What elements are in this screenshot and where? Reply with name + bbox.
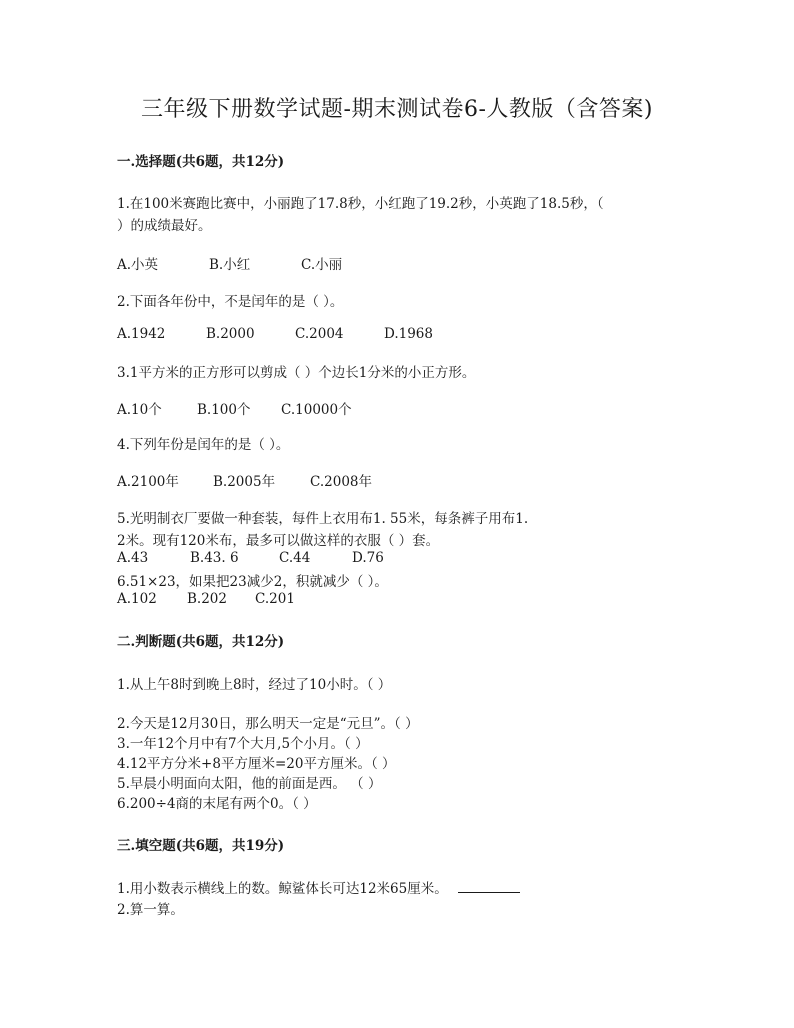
option-a: A.小英 bbox=[117, 257, 159, 273]
answer-blank-line bbox=[458, 880, 520, 893]
section-heading-choice: 一.选择题(共6题，共12分) bbox=[117, 154, 285, 170]
option-c: C.201 bbox=[255, 591, 295, 607]
option-a: A.102 bbox=[117, 591, 157, 607]
option-c: C.10000个 bbox=[281, 402, 352, 418]
option-a: A.10个 bbox=[117, 402, 162, 418]
judgement-6: 6.200÷4商的末尾有两个0。（ ） bbox=[117, 796, 317, 812]
judgement-3: 3.一年12个月中有7个大月,5个小月。（ ） bbox=[117, 736, 369, 752]
option-d: D.1968 bbox=[384, 326, 433, 342]
option-a: A.2100年 bbox=[117, 474, 179, 490]
question-5-line-2: 2米。现有120米布，最多可以做这样的衣服（ ）套。 bbox=[117, 533, 440, 549]
option-d: D.76 bbox=[352, 550, 384, 566]
question-3-options bbox=[117, 398, 352, 418]
question-4: 4.下列年份是闰年的是（ ）。 bbox=[117, 437, 290, 453]
judgement-1: 1.从上午8时到晚上8时，经过了10小时。（ ） bbox=[117, 677, 392, 693]
option-b: B.2000 bbox=[206, 326, 255, 342]
option-b: B.小红 bbox=[209, 257, 251, 273]
question-5-options bbox=[117, 550, 384, 566]
question-1-line-1: 1.在100米赛跑比赛中，小丽跑了17.8秒，小红跑了19.2秒，小英跑了18.5秒，（ bbox=[117, 196, 604, 212]
option-b: B.43. 6 bbox=[190, 550, 239, 566]
option-c: C.2008年 bbox=[310, 474, 372, 490]
question-2-options bbox=[117, 326, 433, 342]
question-2: 2.下面各年份中，不是闰年的是（ ）。 bbox=[117, 294, 344, 310]
option-b: B.2005年 bbox=[213, 474, 276, 490]
section-heading-judgement: 二.判断题(共6题，共12分) bbox=[117, 634, 285, 650]
question-1-options bbox=[117, 253, 342, 273]
question-3: 3.1平方米的正方形可以剪成（ ）个边长1分米的小正方形。 bbox=[117, 365, 476, 381]
option-a: A.1942 bbox=[117, 326, 166, 342]
option-b: B.100个 bbox=[197, 402, 251, 418]
fill-blank-1-text: 1.用小数表示横线上的数。鲸鲨体长可达12米65厘米。 bbox=[117, 881, 448, 897]
question-6: 6.51×23，如果把23减少2，积就减少（ ）。 bbox=[117, 574, 388, 590]
question-1-line-2: ）的成绩最好。 bbox=[117, 218, 212, 234]
option-c: C.小丽 bbox=[301, 257, 343, 273]
option-c: C.44 bbox=[279, 550, 311, 566]
fill-blank-2: 2.算一算。 bbox=[117, 902, 184, 918]
judgement-5: 5.早晨小明面向太阳，他的前面是西。 （ ） bbox=[117, 776, 382, 792]
option-a: A.43 bbox=[117, 550, 149, 566]
judgement-4: 4.12平方分米+8平方厘米=20平方厘米。（ ） bbox=[117, 756, 396, 772]
option-c: C.2004 bbox=[295, 326, 344, 342]
question-5-line-1: 5.光明制衣厂要做一种套装，每件上衣用布1. 55米，每条裤子用布1. bbox=[117, 511, 529, 527]
fill-blank-1 bbox=[117, 877, 520, 897]
question-6-options bbox=[117, 591, 295, 607]
judgement-2: 2.今天是12月30日，那么明天一定是“元旦”。（ ） bbox=[117, 716, 419, 732]
page-title: 三年级下册数学试题-期末测试卷6-人教版（含答案) bbox=[141, 97, 653, 122]
section-heading-fill-blank: 三.填空题(共6题，共19分) bbox=[117, 838, 285, 854]
option-b: B.202 bbox=[187, 591, 227, 607]
question-4-options bbox=[117, 470, 372, 490]
